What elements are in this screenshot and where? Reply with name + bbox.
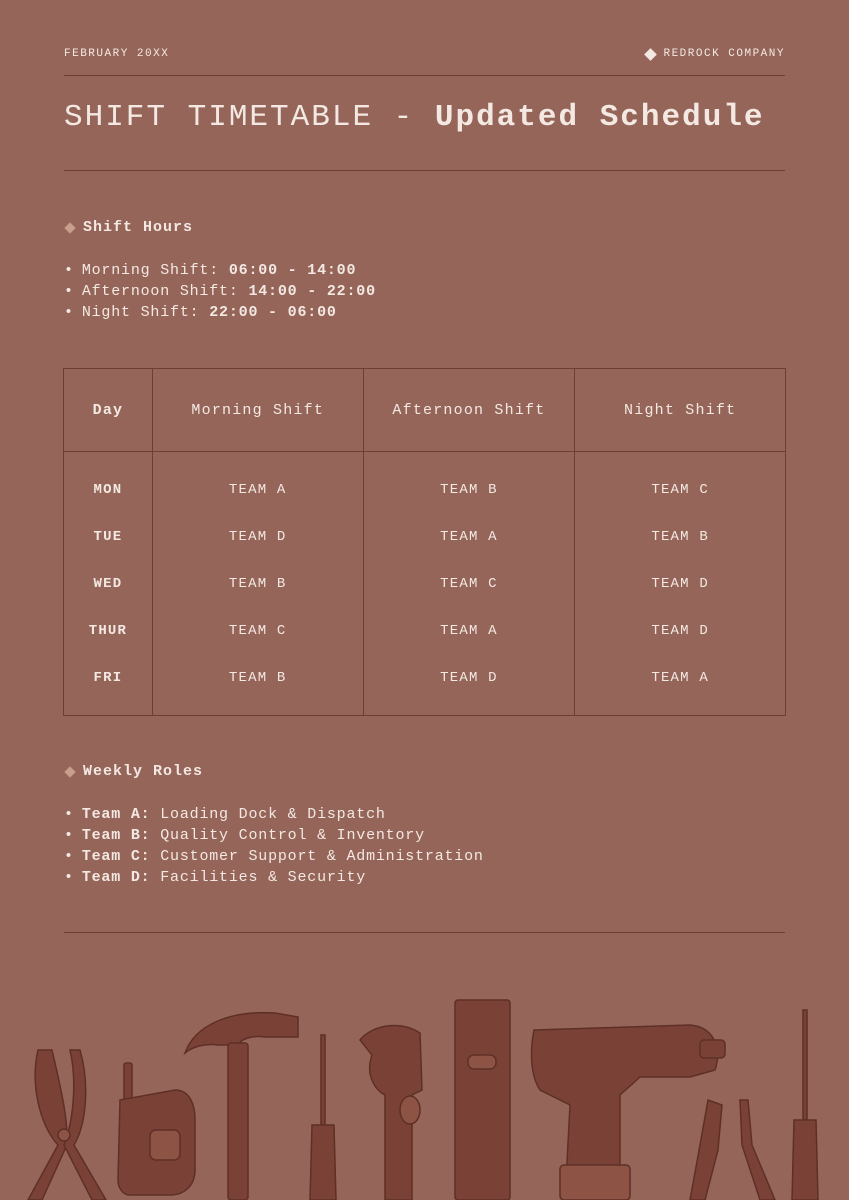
shift-hours-heading-text: Shift Hours [83, 219, 194, 236]
list-item [64, 260, 376, 281]
afternoon-cell: TEAM D [363, 654, 575, 716]
team-label: Team A: [81, 806, 151, 823]
shift-schedule-table [63, 368, 786, 716]
diamond-icon [64, 222, 75, 233]
list-item [64, 867, 484, 888]
table-row [64, 560, 786, 607]
column-header-morning: Morning Shift [152, 369, 363, 452]
column-header-afternoon: Afternoon Shift [363, 369, 575, 452]
morning-cell: TEAM B [152, 654, 363, 716]
table-row [64, 607, 786, 654]
company-brand [646, 48, 785, 60]
date-label: FEBRUARY 20XX [64, 48, 170, 60]
shift-hours-heading [64, 219, 193, 236]
day-cell: WED [64, 560, 153, 607]
shift-label: Afternoon Shift: [81, 283, 239, 300]
table-row [64, 452, 786, 514]
team-role: Quality Control & Inventory [160, 827, 425, 844]
page-title [64, 100, 765, 135]
team-label: Team C: [81, 848, 151, 865]
morning-cell: TEAM A [152, 452, 363, 514]
column-header-day: Day [64, 369, 153, 452]
list-item [64, 804, 484, 825]
screwdriver-icon [792, 1010, 818, 1200]
weekly-roles-list [64, 804, 484, 888]
tools-illustration [0, 995, 849, 1200]
header-divider [64, 75, 785, 76]
night-cell: TEAM C [575, 452, 786, 514]
night-cell: TEAM B [575, 513, 786, 560]
team-role: Loading Dock & Dispatch [160, 806, 386, 823]
shift-time: 14:00 - 22:00 [248, 283, 376, 300]
afternoon-cell: TEAM B [363, 452, 575, 514]
table-row [64, 513, 786, 560]
day-cell: FRI [64, 654, 153, 716]
day-cell: THUR [64, 607, 153, 654]
day-cell: MON [64, 452, 153, 514]
shift-label: Night Shift: [81, 304, 200, 321]
weekly-roles-heading [64, 763, 203, 780]
title-divider [64, 170, 785, 171]
screwdriver-icon [310, 1035, 336, 1200]
shift-label: Morning Shift: [81, 262, 220, 279]
day-cell: TUE [64, 513, 153, 560]
shift-time: 06:00 - 14:00 [228, 262, 357, 279]
footer-divider [64, 932, 785, 933]
team-role: Customer Support & Administration [160, 848, 484, 865]
afternoon-cell: TEAM C [363, 560, 575, 607]
column-header-night: Night Shift [575, 369, 786, 452]
wire-cutter-icon [690, 1100, 775, 1200]
afternoon-cell: TEAM A [363, 513, 575, 560]
header-top [64, 48, 785, 60]
team-label: Team D: [81, 869, 151, 886]
list-item [64, 846, 484, 867]
title-light: SHIFT TIMETABLE - [64, 100, 415, 135]
shift-hours-list [64, 260, 376, 323]
company-name: REDROCK COMPANY [663, 48, 785, 60]
list-item [64, 302, 376, 323]
list-item [64, 281, 376, 302]
title-bold: Updated Schedule [434, 100, 765, 135]
night-cell: TEAM D [575, 607, 786, 654]
hammer-icon [185, 1013, 298, 1200]
night-cell: TEAM A [575, 654, 786, 716]
shift-time: 22:00 - 06:00 [209, 304, 337, 321]
level-icon [455, 1000, 510, 1200]
pipe-wrench-icon [360, 1026, 422, 1200]
morning-cell: TEAM D [152, 513, 363, 560]
pliers-icon [28, 1050, 106, 1200]
diamond-icon [64, 766, 75, 777]
list-item [64, 825, 484, 846]
morning-cell: TEAM C [152, 607, 363, 654]
morning-cell: TEAM B [152, 560, 363, 607]
afternoon-cell: TEAM A [363, 607, 575, 654]
tape-measure-icon [118, 1063, 195, 1195]
diamond-icon [645, 48, 658, 61]
team-label: Team B: [81, 827, 151, 844]
weekly-roles-heading-text: Weekly Roles [83, 763, 204, 780]
table-header-row [64, 369, 786, 452]
night-cell: TEAM D [575, 560, 786, 607]
team-role: Facilities & Security [160, 869, 367, 886]
table-row [64, 654, 786, 716]
